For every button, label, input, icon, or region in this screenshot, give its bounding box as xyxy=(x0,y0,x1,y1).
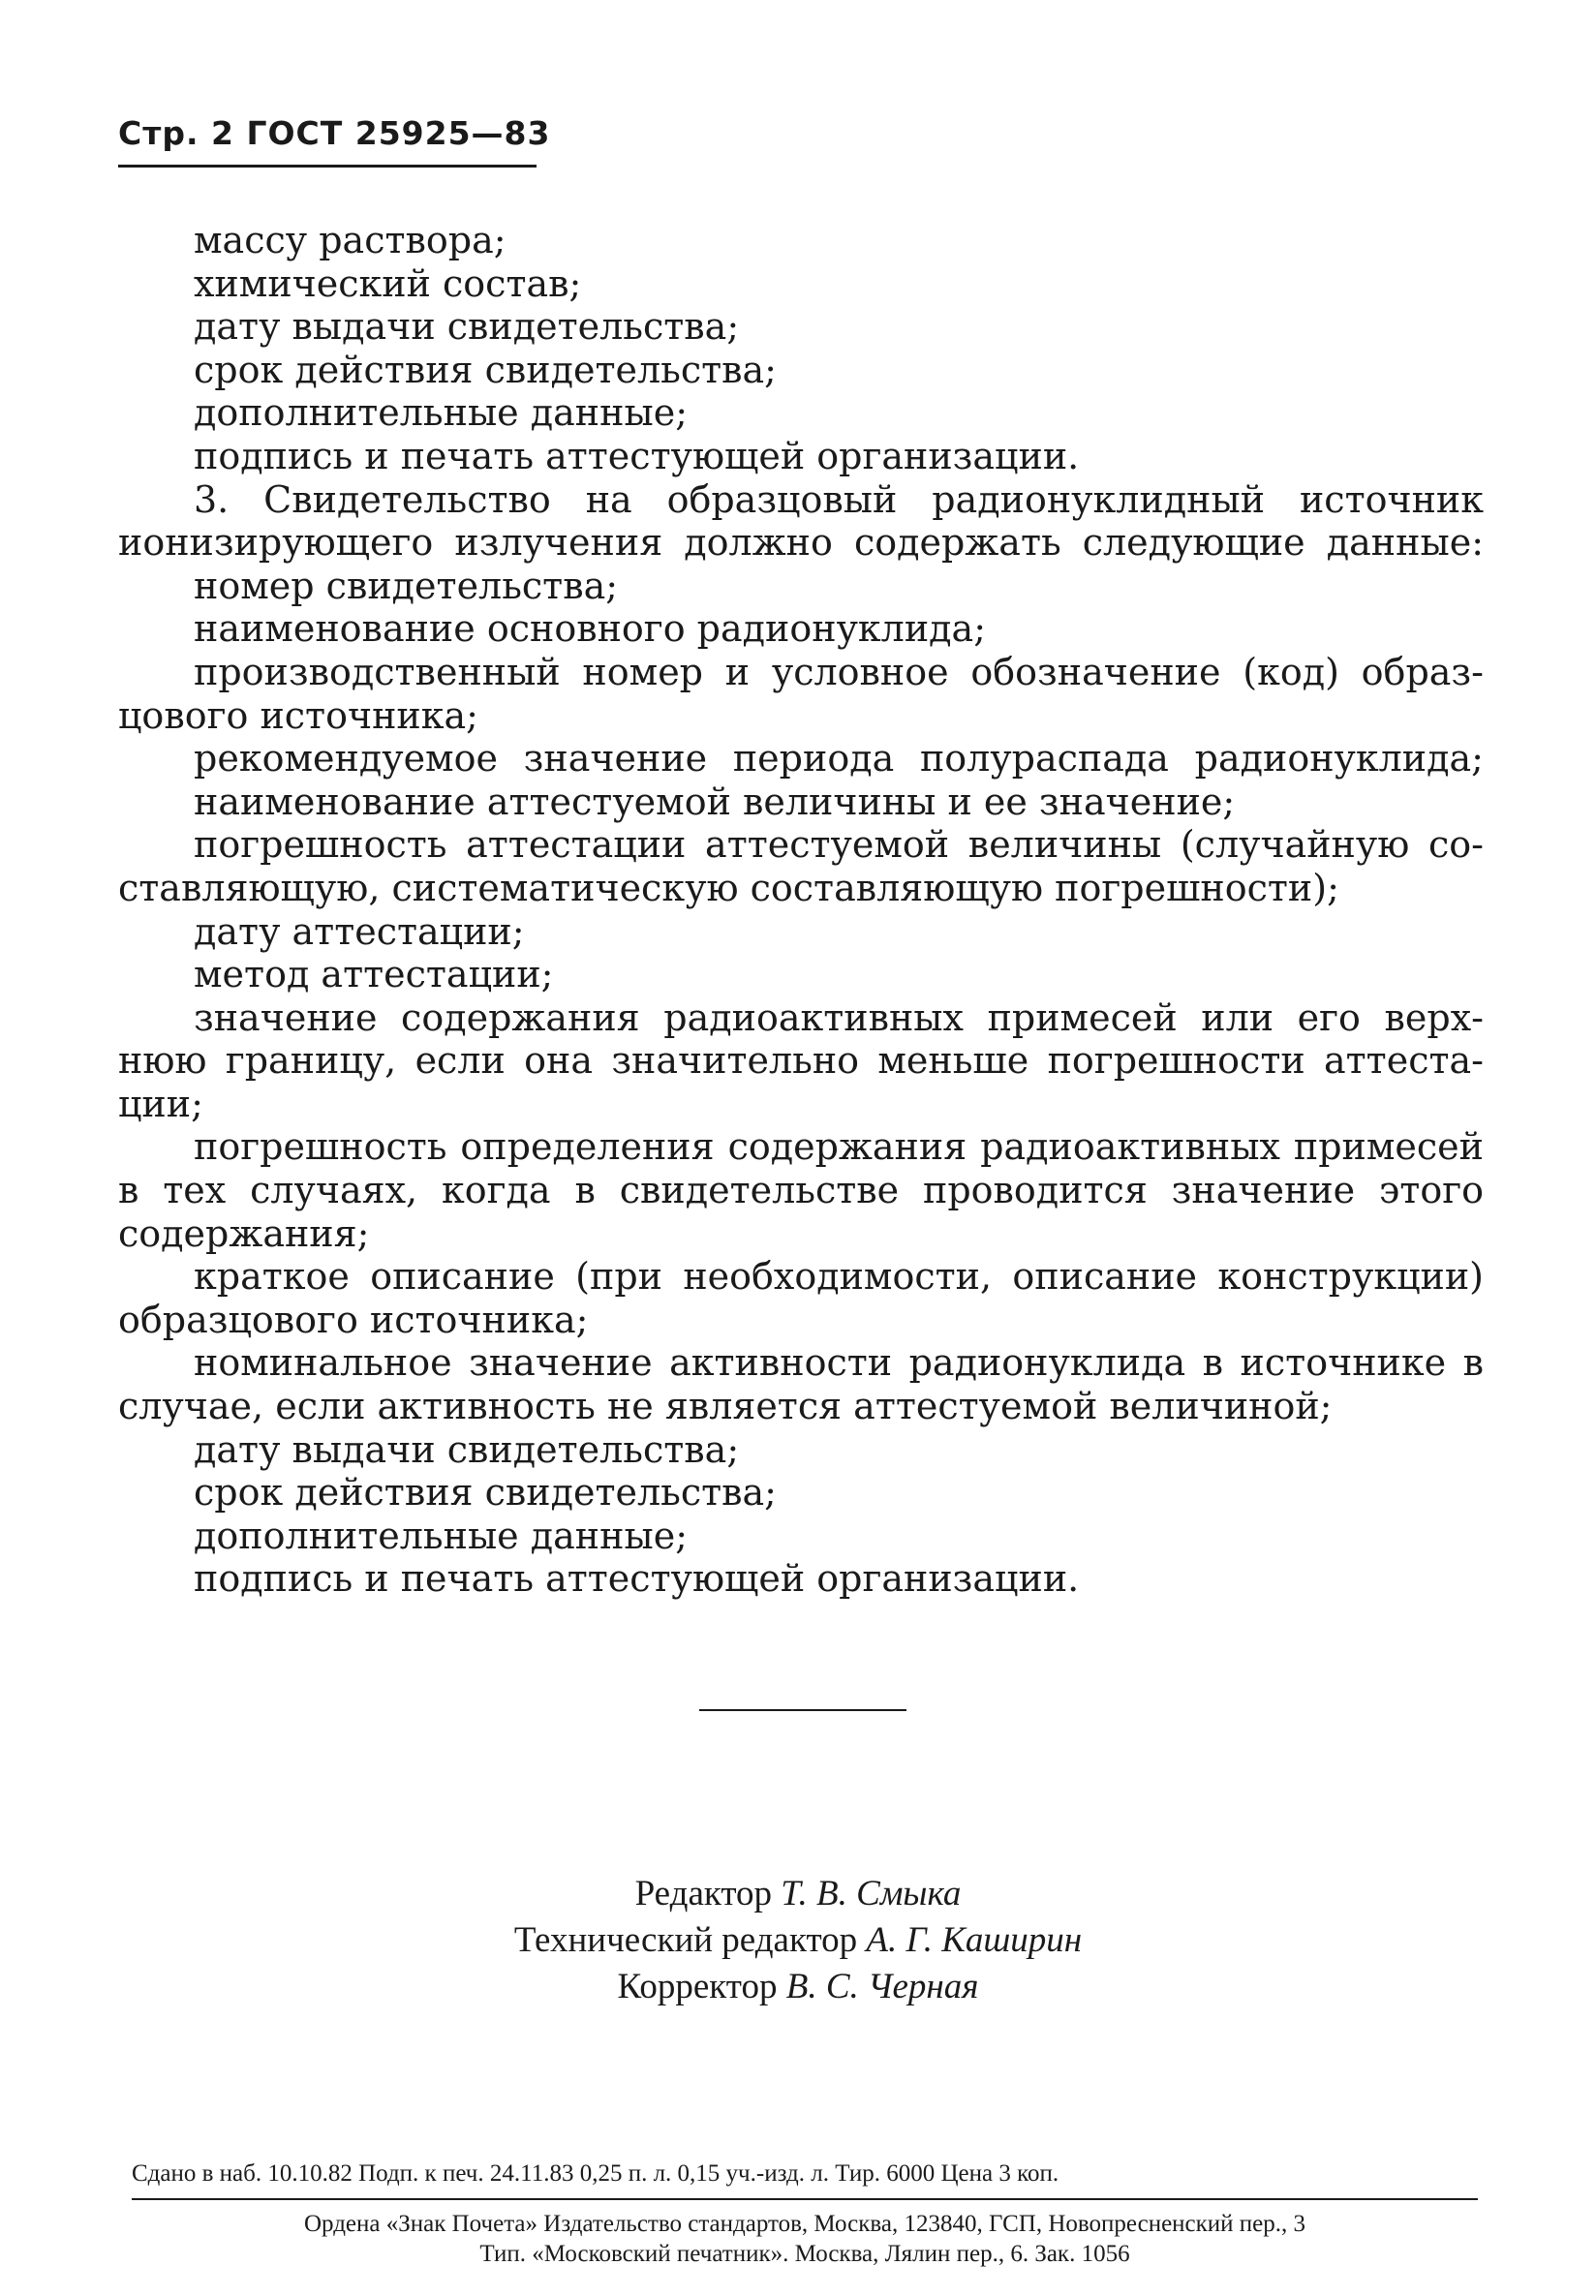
body-line: содержания; xyxy=(118,1211,370,1255)
credit-role: Технический редактор xyxy=(513,1920,858,1960)
credit-name: В. С. Черная xyxy=(785,1967,979,2006)
body-line: погрешность определения содержания радиоактивных примесей xyxy=(194,1125,1484,1169)
body-line: краткое описание (при необходимости, описание конструкции) xyxy=(194,1255,1484,1299)
body-line: погрешность аттестации аттестуемой величины (случайную со- xyxy=(194,823,1484,867)
body-line: дополнительные данные; xyxy=(194,1514,688,1557)
body-line: номер свидетельства; xyxy=(194,564,619,607)
body-line: номинальное значение активности радионуклида в источнике в xyxy=(194,1341,1484,1385)
imprint-line: Сдано в наб. 10.10.82 Подп. к печ. 24.11.83 0,25 п. л. 0,15 уч.-изд. л. Тир. 6000 Цена 3 коп. xyxy=(132,2160,1059,2187)
credit-role: Редактор xyxy=(634,1874,773,1913)
section-separator xyxy=(699,1709,906,1711)
credit-role: Корректор xyxy=(617,1967,778,2006)
publisher-line: Тип. «Московский печатник». Москва, Лялин пер., 6. Зак. 1056 xyxy=(479,2241,1130,2267)
body-line: срок действия свидетельства; xyxy=(194,1471,777,1515)
body-line: дату выдачи свидетельства; xyxy=(194,1427,740,1471)
body-line: дату аттестации; xyxy=(194,909,525,953)
body-line: ионизирующего излучения должно содержать следующие данные: xyxy=(118,521,1484,565)
body-line: нюю границу, если она значительно меньше погрешности аттеста- xyxy=(118,1039,1484,1083)
body-line: наименование аттестуемой величины и ее значение; xyxy=(194,780,1236,823)
body-line: дополнительные данные; xyxy=(194,391,688,435)
body-line: срок действия свидетельства; xyxy=(194,348,777,391)
credit-name: Т. В. Смыка xyxy=(781,1874,962,1913)
body-line: наименование основного радионуклида; xyxy=(194,607,987,651)
publisher-line: Ордена «Знак Почета» Издательство стандартов, Москва, 123840, ГСП, Новопресненский пер., 3 xyxy=(303,2211,1306,2237)
imprint-rule xyxy=(132,2198,1478,2200)
body-line: цового источника; xyxy=(118,693,478,737)
body-line: рекомендуемое значение периода полураспада радионуклида; xyxy=(194,737,1484,781)
body-line: подпись и печать аттестующей организации. xyxy=(194,1557,1080,1601)
credit-name: А. Г. Каширин xyxy=(866,1920,1083,1960)
publisher-block xyxy=(122,2209,1488,2269)
body-text xyxy=(118,219,1484,1601)
body-line: 3. Свидетельство на образцовый радионуклидный источник xyxy=(194,477,1484,521)
credit-editor xyxy=(0,1871,1596,1917)
body-line: метод аттестации; xyxy=(194,953,554,996)
body-line: подпись и печать аттестующей организации. xyxy=(194,434,1080,477)
body-line: дату выдачи свидетельства; xyxy=(194,305,740,349)
credits-block xyxy=(0,1871,1596,2010)
body-line: производственный номер и условное обозначение (код) образ- xyxy=(194,650,1484,693)
page-header: Стр. 2 ГОСТ 25925—83 xyxy=(118,114,551,152)
credit-tech-editor xyxy=(0,1917,1596,1964)
body-line: химический состав; xyxy=(194,261,582,305)
body-line: в тех случаях, когда в свидетельстве проводится значение этого xyxy=(118,1169,1484,1212)
body-line: значение содержания радиоактивных примесей или его верх- xyxy=(194,995,1484,1039)
credit-corrector xyxy=(0,1964,1596,2010)
body-line: массу раствора; xyxy=(194,219,506,261)
header-rule xyxy=(118,165,537,168)
body-line: ставляющую, систематическую составляющую погрешности); xyxy=(118,866,1339,909)
body-line: случае, если активность не является аттестуемой величиной; xyxy=(118,1385,1333,1428)
body-line: ции; xyxy=(118,1082,203,1125)
body-line: образцового источника; xyxy=(118,1298,589,1341)
